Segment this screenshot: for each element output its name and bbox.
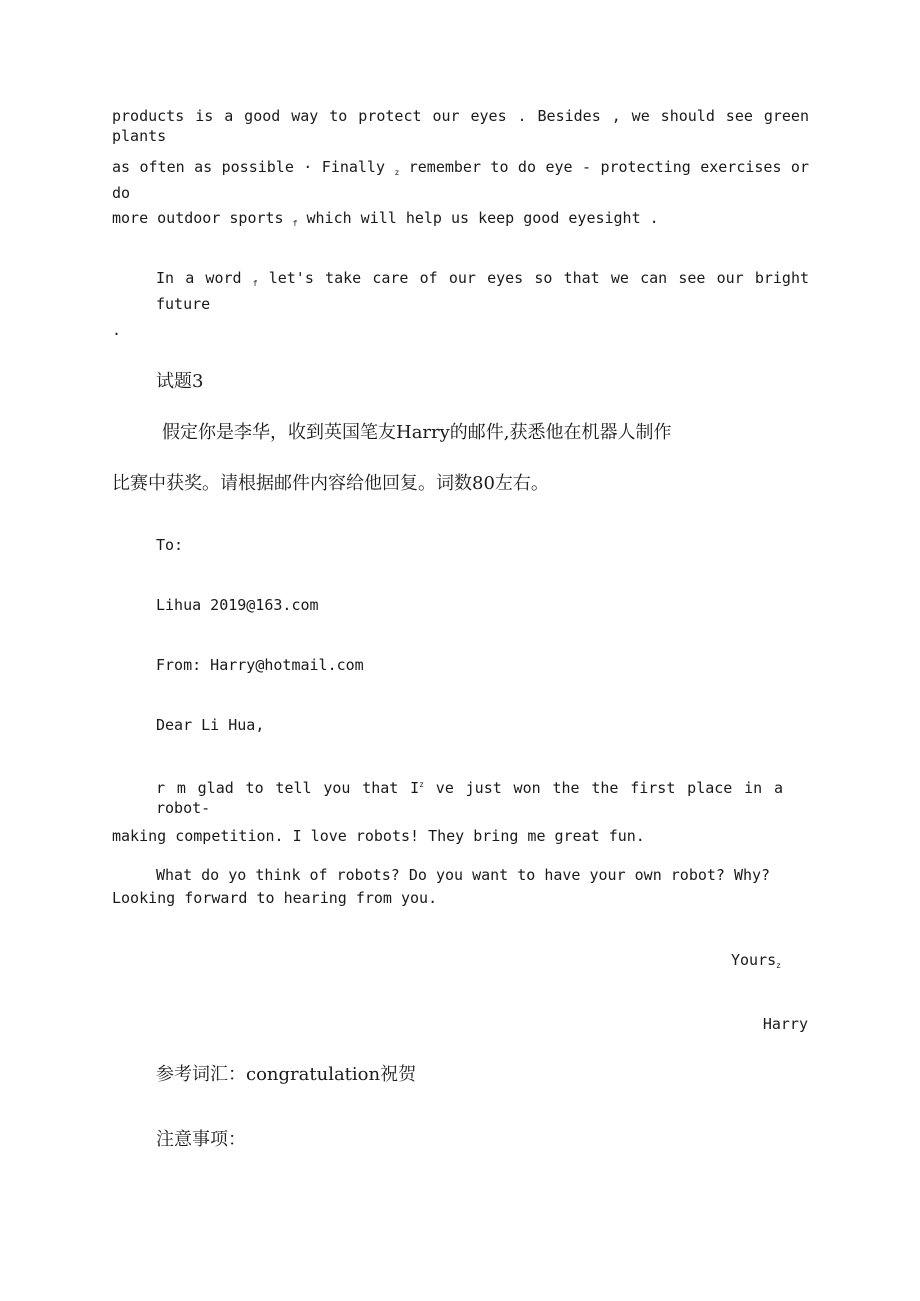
essay-line-2-mark: z <box>394 168 400 177</box>
essay-line-2 <box>112 157 809 203</box>
email-body-line-1 <box>156 775 783 818</box>
essay-paragraph-2-end: let's take care of our eyes so that we can see our bright future <box>156 269 810 313</box>
notes-heading: 注意事项： <box>156 1129 246 1150</box>
essay-paragraph-2-mark: f <box>252 279 258 288</box>
email-body-para-2-line-1: What do yo think of robots? Do you want to have your own robot? Why? <box>156 866 771 884</box>
question-prompt-line-2: 比赛中获奖。请根据邮件内容给他回复。词数80左右。 <box>112 473 549 494</box>
email-closing-text: Yours <box>731 951 777 969</box>
essay-paragraph-2-start: In a word <box>156 269 242 287</box>
essay-line-1 <box>112 106 809 146</box>
email-signature: Harry <box>762 1015 808 1033</box>
email-body-line-2: making competition. I love robots! They bring me great fun. <box>112 827 645 845</box>
question-title: 试题3 <box>156 371 204 392</box>
essay-line-3-end: which will help us keep good eyesight . <box>306 209 659 227</box>
reference-vocabulary: 参考词汇：congratulation祝贺 <box>156 1064 417 1085</box>
essay-line-3-start: more outdoor sports <box>112 209 284 227</box>
email-closing <box>731 950 781 976</box>
email-body-line-1-end: ve just won the the first place in a robot- <box>156 779 783 817</box>
question-prompt-line-1: 假定你是李华，收到英国笔友Harry的邮件,获悉他在机器人制作 <box>162 422 672 443</box>
essay-paragraph-2-period: . <box>112 321 122 339</box>
email-to-label: To: <box>156 536 184 554</box>
essay-paragraph-2 <box>156 268 809 314</box>
essay-line-2-end: remember to do eye - protecting exercises or do <box>112 158 809 202</box>
essay-line-2-start: as often as possible · Finally <box>112 158 385 176</box>
email-closing-mark: z <box>776 961 781 970</box>
email-to-address: Lihua 2019@163.com <box>156 596 319 614</box>
email-from-line: From: Harry@hotmail.com <box>156 656 364 674</box>
essay-line-3 <box>112 208 659 234</box>
email-body-para-2-line-2: Looking forward to hearing from you. <box>112 889 438 907</box>
email-greeting: Dear Li Hua, <box>156 716 265 734</box>
email-body-line-1-mark: z <box>419 780 424 789</box>
email-body-line-1-start: r m glad to tell you that I <box>156 779 420 797</box>
essay-line-1-text: products is a good way to protect our eyes . Besides , we should see green plants <box>112 107 809 145</box>
essay-line-3-mark: f <box>292 219 298 228</box>
